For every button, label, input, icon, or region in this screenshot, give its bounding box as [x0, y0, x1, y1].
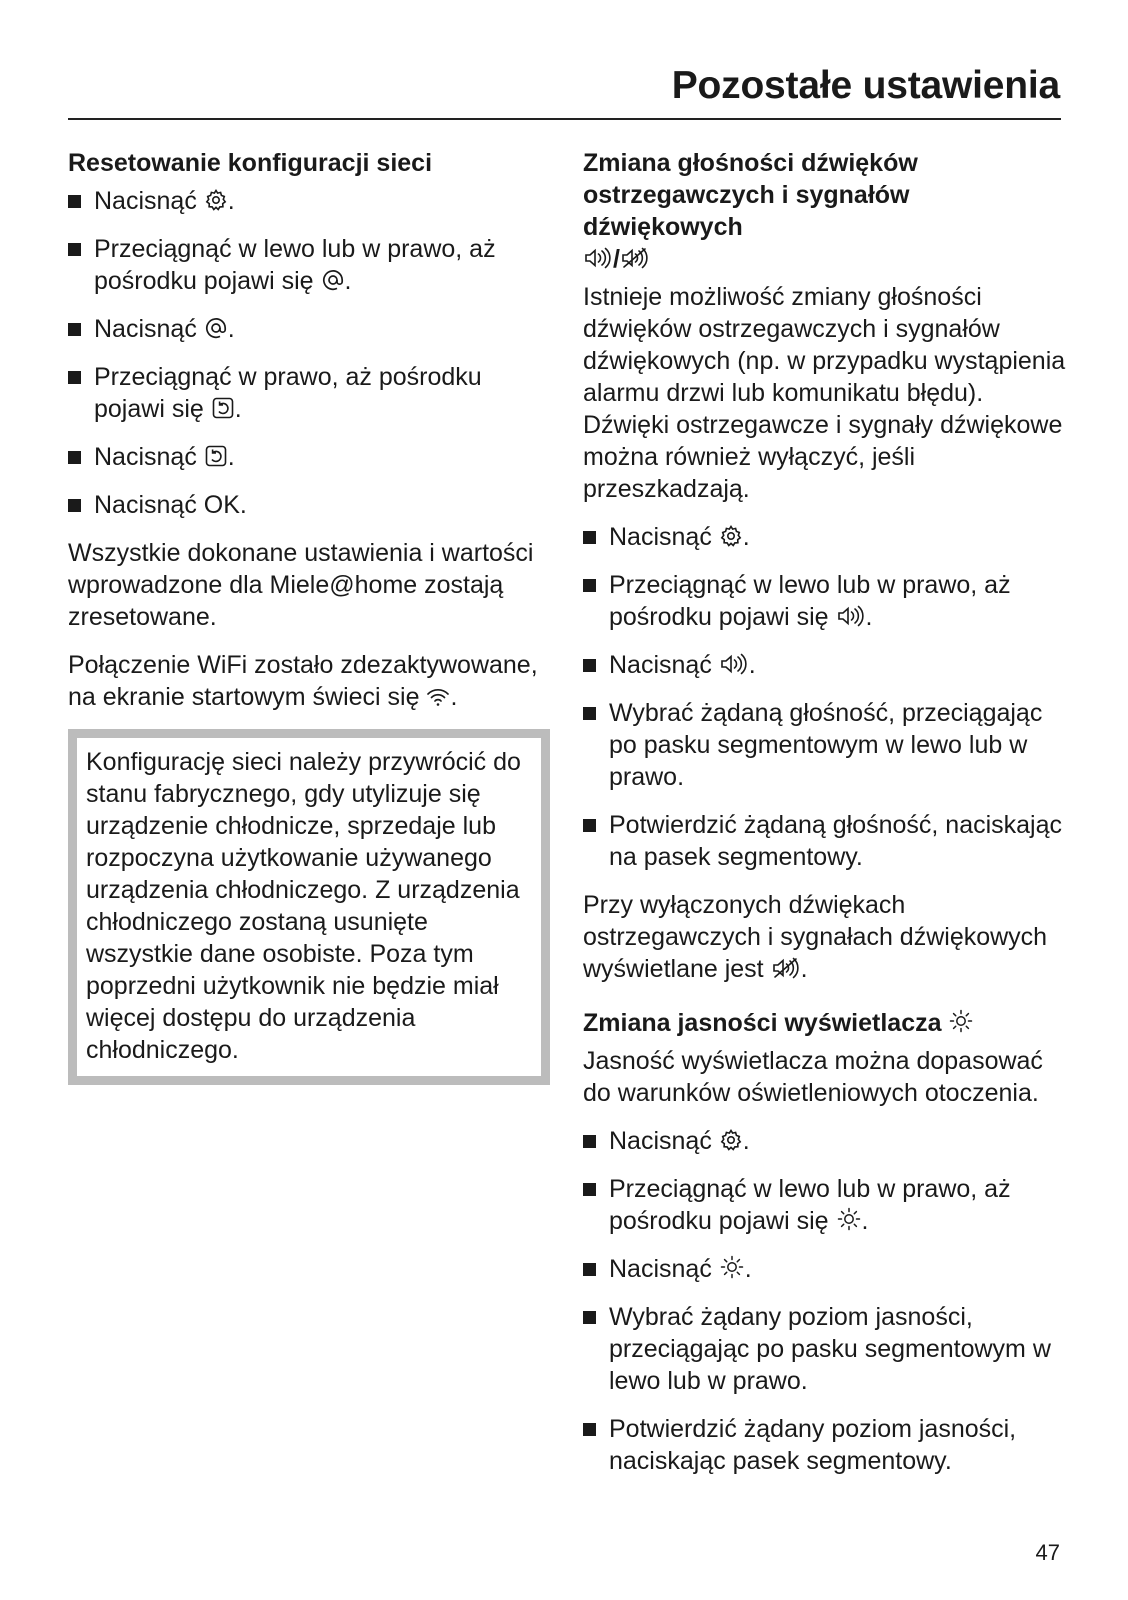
- bullet-square-icon: [68, 323, 81, 336]
- list-item-text: Przeciągnąć w prawo, aż pośrodku pojawi się: [94, 363, 482, 423]
- bullet-square-icon: [583, 707, 596, 720]
- list-item: [583, 1301, 1068, 1397]
- gear-icon: [204, 188, 228, 212]
- page-number: 47: [1035, 1540, 1060, 1565]
- list-item: [583, 1413, 1068, 1477]
- speaker-muted-icon: [620, 246, 650, 270]
- brightness-steps: [583, 1125, 1068, 1477]
- bullet-square-icon: [583, 531, 596, 544]
- bullet-square-icon: [583, 579, 596, 592]
- punctuation: .: [865, 603, 873, 631]
- punctuation: .: [742, 523, 750, 551]
- punctuation: .: [227, 443, 235, 471]
- paragraph-volume-muted: [583, 889, 1068, 985]
- list-item: [583, 1173, 1068, 1237]
- punctuation: .: [234, 395, 242, 423]
- bullet-square-icon: [68, 451, 81, 464]
- list-item-text: Nacisnąć: [94, 187, 197, 215]
- list-item: [68, 361, 550, 425]
- punctuation: .: [861, 1207, 869, 1235]
- bullet-square-icon: [68, 243, 81, 256]
- list-item: [583, 521, 1068, 553]
- list-item-text: Nacisnąć: [609, 1255, 712, 1283]
- list-item: [583, 649, 1068, 681]
- list-item-text: Nacisnąć: [609, 651, 712, 679]
- list-item: [68, 233, 550, 297]
- section-heading-volume-text: Zmiana głośności dźwięków ostrzegawczych i sygnałów dźwiękowych: [583, 149, 918, 241]
- list-item-text: Nacisnąć: [609, 523, 712, 551]
- list-item: [68, 441, 550, 473]
- list-item-text: Wybrać żądaną głośność, przeciągając po pasku segmentowym w lewo lub w prawo.: [609, 699, 1043, 791]
- list-item: [68, 185, 550, 217]
- list-item: [583, 697, 1068, 793]
- bullet-square-icon: [583, 819, 596, 832]
- list-item-text: Potwierdzić żądaną głośność, naciskając na pasek segmentowy.: [609, 811, 1063, 871]
- speaker-icon: [719, 652, 749, 676]
- list-item-text: Nacisnąć: [94, 315, 197, 343]
- list-item: [583, 1125, 1068, 1157]
- punctuation: .: [344, 267, 352, 295]
- speaker-muted-icon: [771, 956, 801, 980]
- list-item-text: Nacisnąć: [609, 1127, 712, 1155]
- paragraph-brightness-intro: Jasność wyświetlacza można dopasować do warunków oświetleniowych otoczenia.: [583, 1047, 1043, 1107]
- at-icon: [204, 316, 228, 340]
- list-item: [583, 569, 1068, 633]
- bullet-square-icon: [68, 499, 81, 512]
- list-item: [68, 489, 550, 521]
- info-note-box: [68, 729, 550, 1085]
- volume-steps: [583, 521, 1068, 873]
- gear-icon: [719, 1128, 743, 1152]
- page-header-title: Pozostałe ustawienia: [671, 64, 1060, 107]
- bullet-square-icon: [583, 1183, 596, 1196]
- speaker-icon: [836, 604, 866, 628]
- list-item: [68, 313, 550, 345]
- list-item-text: Wybrać żądany poziom jasności, przeciągając po pasku segmentowym w lewo lub w prawo.: [609, 1303, 1051, 1395]
- bullet-square-icon: [583, 1423, 596, 1436]
- reset-icon: [211, 396, 235, 420]
- speaker-icon: [583, 246, 613, 270]
- punctuation: .: [227, 187, 235, 215]
- list-item-text: Przeciągnąć w lewo lub w prawo, aż pośrodku pojawi się: [609, 1175, 1011, 1235]
- bullet-square-icon: [583, 1135, 596, 1148]
- left-column: [68, 147, 550, 1085]
- punctuation: .: [800, 955, 808, 983]
- network-reset-steps: [68, 185, 550, 521]
- heading-volume-icons: [583, 243, 1068, 275]
- wifi-icon: [426, 686, 450, 708]
- section-heading-network-reset: Resetowanie konfiguracji sieci: [68, 149, 433, 177]
- punctuation: .: [450, 683, 458, 711]
- bullet-square-icon: [68, 195, 81, 208]
- list-item-text: Nacisnąć: [94, 443, 197, 471]
- paragraph-wifi-info: [68, 649, 550, 713]
- at-icon: [321, 268, 345, 292]
- list-item-text: Potwierdzić żądany poziom jasności, naciskając pasek segmentowy.: [609, 1415, 1017, 1475]
- list-item-text: Przeciągnąć w lewo lub w prawo, aż pośrodku pojawi się: [609, 571, 1011, 631]
- paragraph-volume-muted-text: Przy wyłączonych dźwiękach ostrzegawczych i sygnałach dźwiękowych wyświetlane jest: [583, 891, 1048, 983]
- gear-icon: [719, 524, 743, 548]
- paragraph-wifi-text: Połączenie WiFi zostało zdezaktywowane, na ekranie startowym świeci się: [68, 651, 538, 711]
- icon-separator: /: [613, 245, 620, 273]
- bullet-square-icon: [583, 1263, 596, 1276]
- section-heading-brightness-text: Zmiana jasności wyświetlacza: [583, 1009, 942, 1037]
- bullet-square-icon: [583, 659, 596, 672]
- list-item: [583, 1253, 1068, 1285]
- sun-icon: [719, 1254, 745, 1280]
- right-column: [583, 147, 1068, 1493]
- punctuation: .: [742, 1127, 750, 1155]
- punctuation: .: [227, 315, 235, 343]
- sun-icon: [836, 1206, 862, 1232]
- note-text: Konfigurację sieci należy przywrócić do stanu fabrycznego, gdy utylizuje się urządzenie chłodnicze, sprzedaje lub rozpoczyna użytkowanie używanego urządzenia chłodniczego. Z urządzenia chłodniczego zostaną usunięte wszystkie dane osobiste. Poza tym poprzedni użytkownik nie będzie miał więcej dostępu do urządzenia chłodniczego.: [86, 748, 521, 1064]
- list-item-text: Nacisnąć OK.: [94, 491, 247, 519]
- bullet-square-icon: [583, 1311, 596, 1324]
- header-divider: [68, 118, 1061, 120]
- sun-icon: [948, 1008, 974, 1034]
- punctuation: .: [748, 651, 756, 679]
- bullet-square-icon: [68, 371, 81, 384]
- section-heading-brightness: [583, 1007, 1068, 1039]
- reset-icon: [204, 444, 228, 468]
- paragraph-reset-info: Wszystkie dokonane ustawienia i wartości wprowadzone dla Miele@home zostają zresetowane.: [68, 539, 534, 631]
- paragraph-volume-intro: Istnieje możliwość zmiany głośności dźwięków ostrzegawczych i sygnałów dźwiękowych (np. w przypadku wystąpienia alarmu drzwi lub komunikatu błędu). Dźwięki ostrzegawcze i sygnały dźwiękowe można również wyłączyć, jeśli przeszkadzają.: [583, 283, 1066, 503]
- punctuation: .: [744, 1255, 752, 1283]
- section-heading-volume: [583, 147, 1068, 275]
- list-item: [583, 809, 1068, 873]
- list-item-text: Przeciągnąć w lewo lub w prawo, aż pośrodku pojawi się: [94, 235, 496, 295]
